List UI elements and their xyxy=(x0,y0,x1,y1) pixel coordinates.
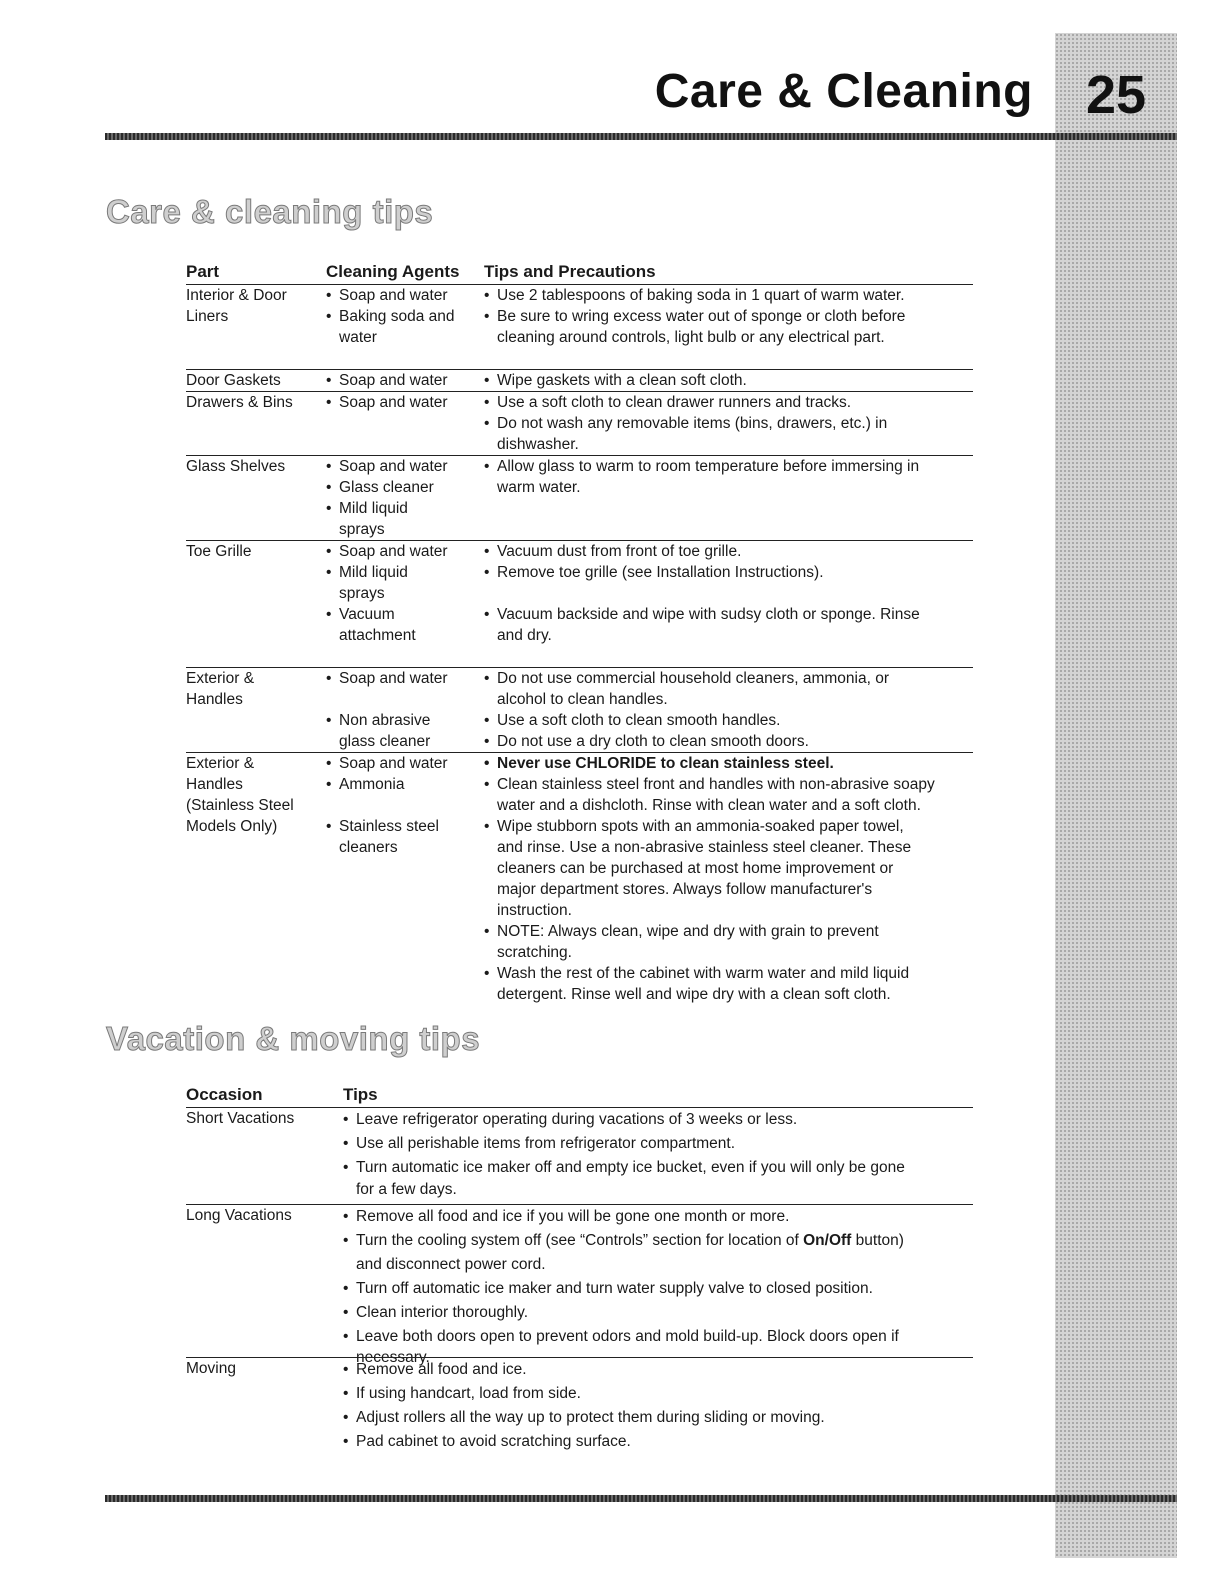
table-row: Exterior & Handles • Soap and water • Non abrasive glass cleaner • Do not use commercial household cleaners, ammonia, or alcohol to clean handles. • Use a soft cloth to clean smooth handles. • Do not use a dry cloth to clean smooth doors. xyxy=(186,667,973,752)
table-row: Glass Shelves • Soap and water • Glass cleaner • Mild liquid sprays • Allow glass to warm to room temperature before immersing in warm water. xyxy=(186,455,973,540)
col-agents: Cleaning Agents xyxy=(326,262,460,281)
vacation-section-title: Vacation & moving tips xyxy=(106,1020,481,1057)
vacation-table-header xyxy=(186,1085,973,1107)
top-rule xyxy=(105,133,1177,140)
vacation-table xyxy=(186,1085,973,1458)
table-row xyxy=(186,284,973,369)
col-tips: Tips and Precautions xyxy=(484,262,656,281)
care-table-header xyxy=(186,262,973,284)
col-tips: Tips xyxy=(343,1085,378,1104)
side-tab xyxy=(1055,33,1177,1558)
part-cell: Interior & Door Liners xyxy=(186,287,287,325)
table-row: Long Vacations • Remove all food and ice if you will be gone one month or more. • Turn the cooling system off (see “Controls” section for location of On/Off button) and disconnect power cord. • Turn off automatic ice maker and turn water supply valve to closed position. • Clean interior thoroughly. • Leave both doors open to prevent odors and mold build-up. Block doors open if necessary. xyxy=(186,1204,973,1357)
table-row: Exterior & Handles (Stainless Steel Models Only) • Soap and water • Ammonia • Stainless steel cleaners • Never use CHLORIDE to clean stainless steel. • Clean stainless steel front and handles with non-abrasive soapy water and a dishcloth. Rinse with clean water and a soft cloth. • Wipe stubborn spots with an ammonia-soaked paper towel, and rinse. Use a non-abrasive stainless steel cleaner. These cleaners can be purchased at most home improvement or major department stores. Always follow manufacturer's instruction. • NOTE: Always clean, wipe and dry with grain to prevent scratching. • Wash the rest of the cabinet with warm water and mild liquid detergent. Rinse well and wipe dry with a clean soft cloth. xyxy=(186,752,973,1005)
table-row: Drawers & Bins • Soap and water • Use a soft cloth to clean drawer runners and tracks. • Do not wash any removable items (bins, drawers, etc.) in dishwasher. xyxy=(186,391,973,455)
table-row: Short Vacations • Leave refrigerator operating during vacations of 3 weeks or less. • Use all perishable items from refrigerator compartment. • Turn automatic ice maker off and empty ice bucket, even if you will only be gone for a few days. xyxy=(186,1107,973,1204)
table-row: Door Gaskets • Soap and water • Wipe gaskets with a clean soft cloth. xyxy=(186,369,973,391)
col-part: Part xyxy=(186,262,220,281)
onoff-label: On/Off xyxy=(803,1232,852,1249)
bottom-rule xyxy=(105,1495,1177,1502)
page-number: 25 xyxy=(1085,65,1147,125)
agents-cell: • Soap and water • Baking soda and water xyxy=(326,285,454,348)
care-table xyxy=(186,262,973,1005)
care-section-title: Care & cleaning tips xyxy=(106,193,434,230)
table-row: Moving • Remove all food and ice. • If using handcart, load from side. • Adjust rollers all the way up to protect them during sliding or moving. • Pad cabinet to avoid scratching surface. xyxy=(186,1357,973,1458)
table-row: Toe Grille • Soap and water • Mild liquid sprays • Vacuum attachment • Vacuum dust from front of toe grille. • Remove toe grille (see Installation Instructions). • Vacuum backside and wipe with sudsy cloth or sponge. Rinse and dry. xyxy=(186,540,973,667)
col-occasion: Occasion xyxy=(186,1085,263,1104)
page-title: Care & Cleaning xyxy=(654,65,1033,118)
tips-cell: • Use 2 tablespoons of baking soda in 1 quart of warm water. • Be sure to wring excess water out of sponge or cloth before cleaning around controls, light bulb or any electrical part. xyxy=(484,285,905,348)
